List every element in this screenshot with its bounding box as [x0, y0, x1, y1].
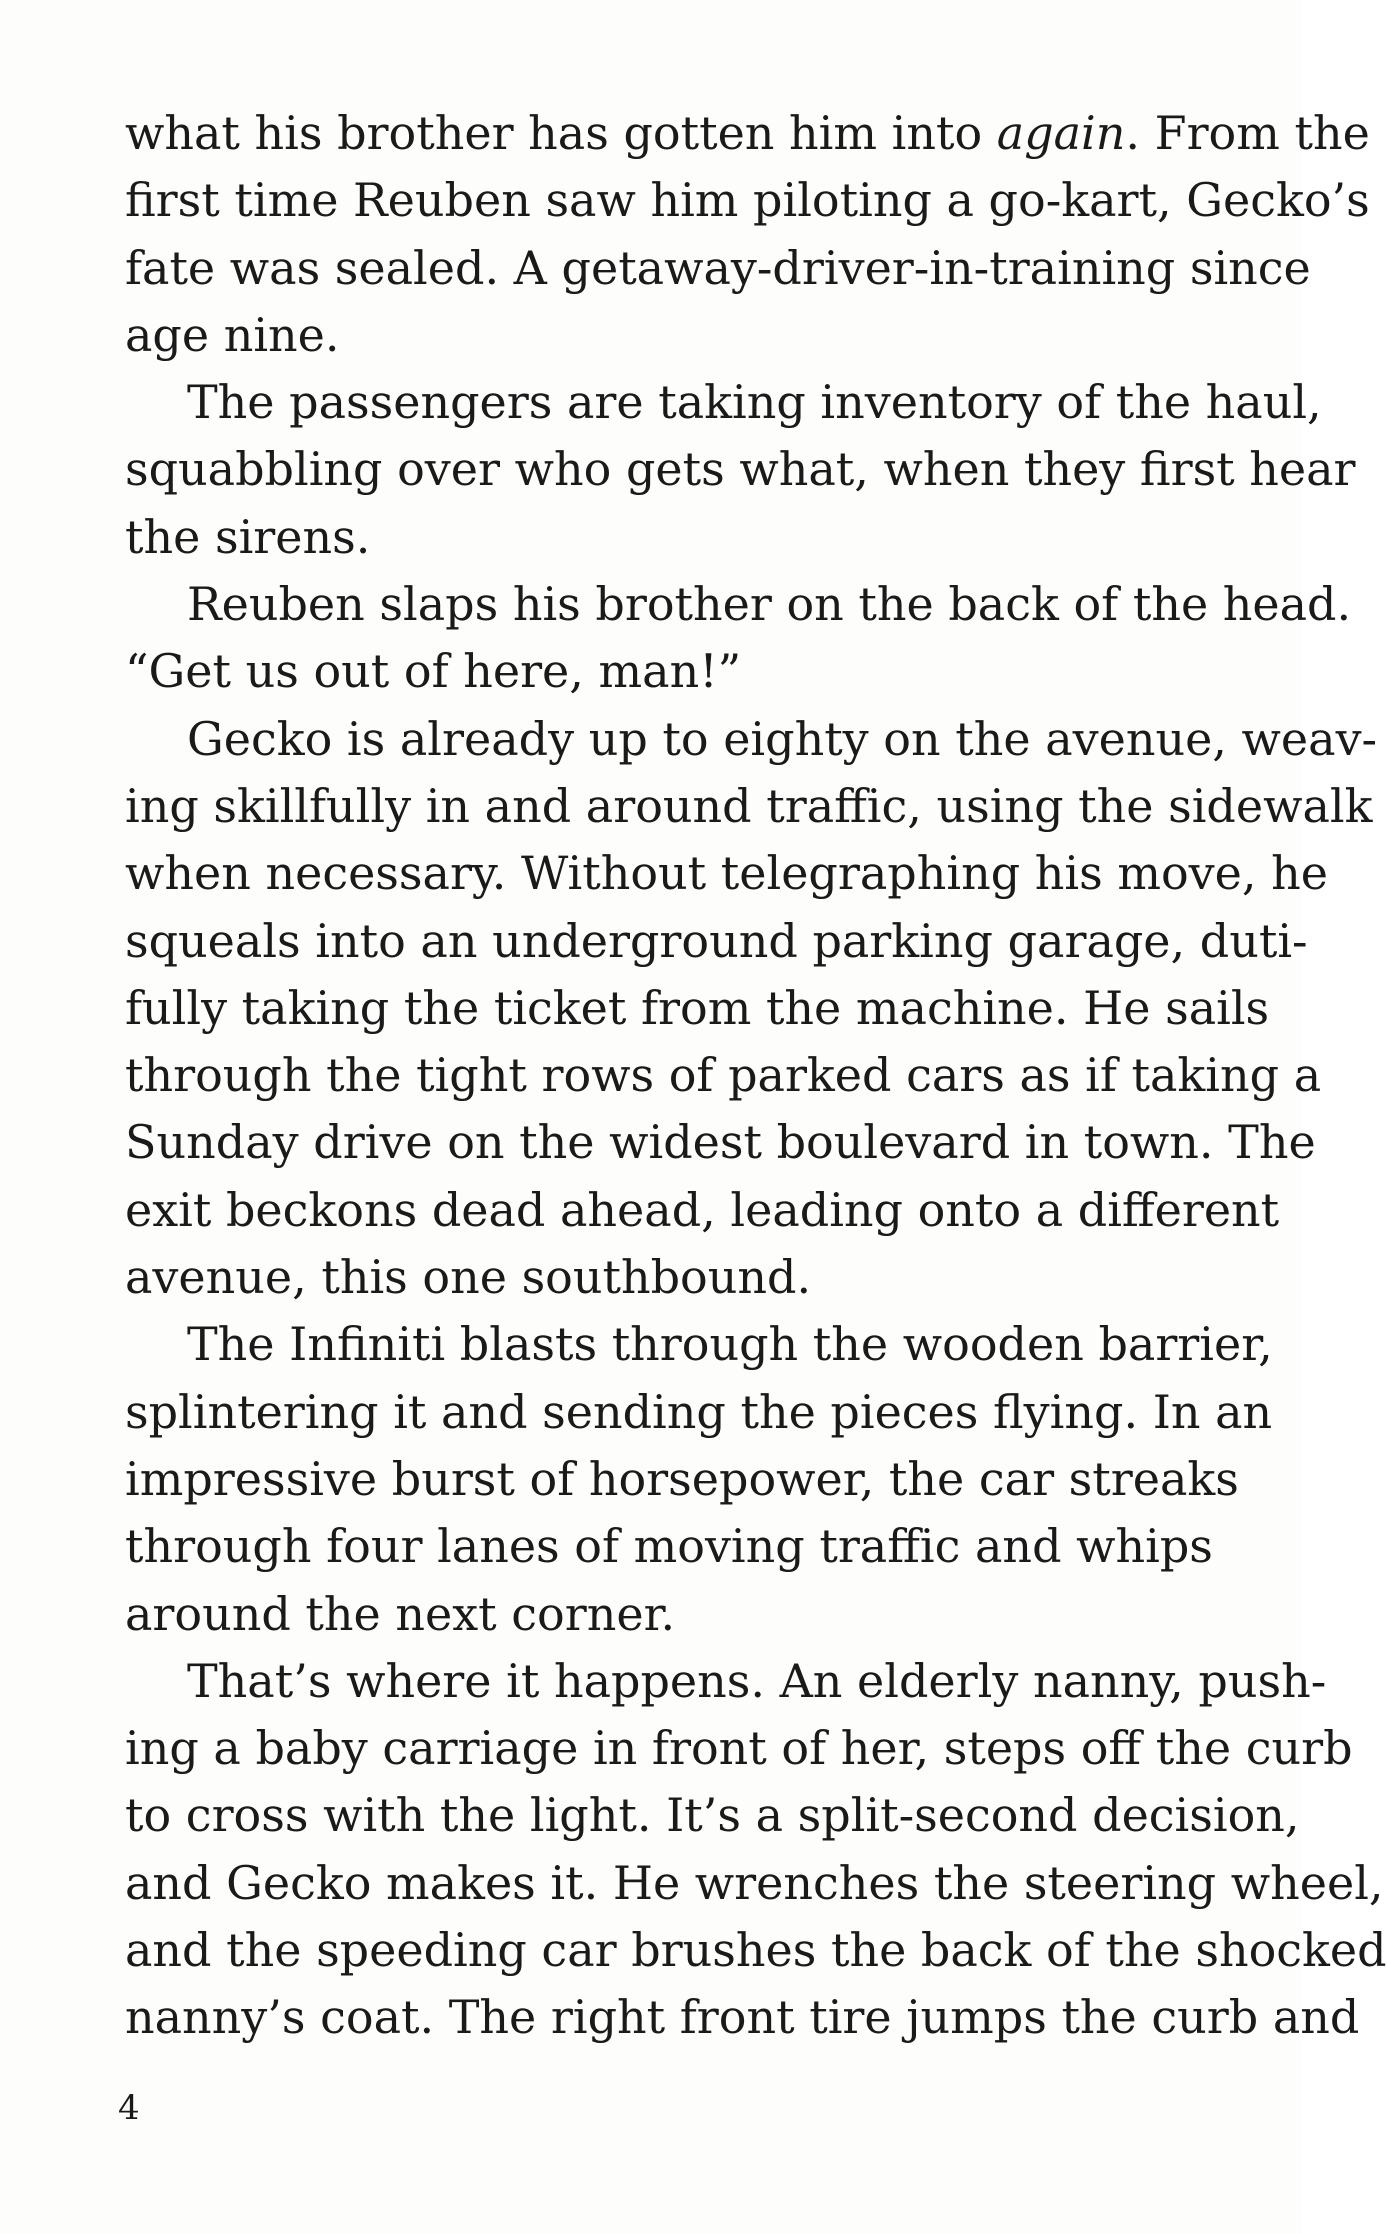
- text-line: Reuben slaps his brother on the back of the head.: [187, 577, 1352, 632]
- paragraph: [125, 369, 1356, 571]
- text-line: squabbling over who gets what, when they first hear: [125, 442, 1356, 497]
- text-line: what his brother has gotten him into again. From the: [125, 106, 1370, 160]
- text-line: impressive burst of horsepower, the car streaks: [125, 1451, 1239, 1506]
- text-line: through four lanes of moving traffic and whips: [125, 1519, 1213, 1574]
- body-text: [125, 100, 1387, 2052]
- text-line: Sunday drive on the widest boulevard in town. The: [125, 1115, 1316, 1170]
- text-line: age nine.: [125, 307, 340, 362]
- text-line: exit beckons dead ahead, leading onto a different: [125, 1182, 1280, 1237]
- text-line: “Get us out of here, man!”: [125, 644, 742, 699]
- text-line: through the tight rows of parked cars as if taking a: [125, 1048, 1322, 1103]
- paragraph: [125, 100, 1370, 369]
- text-line: around the next corner.: [125, 1586, 676, 1641]
- emphasis: again: [996, 106, 1126, 160]
- text-line: That’s where it happens. An elderly nanny, push-: [187, 1653, 1327, 1708]
- text-line: The passengers are taking inventory of the haul,: [187, 375, 1322, 430]
- text-line: avenue, this one southbound.: [125, 1250, 812, 1305]
- text-line: The Infiniti blasts through the wooden barrier,: [187, 1317, 1273, 1372]
- text-line: fate was sealed. A getaway-driver-in-training since: [125, 240, 1311, 295]
- text-line: to cross with the light. It’s a split-second decision,: [125, 1788, 1300, 1843]
- paragraph: [125, 706, 1378, 1312]
- text-line: nanny’s coat. The right front tire jumps the curb and: [125, 1990, 1360, 2045]
- text-line: and Gecko makes it. He wrenches the steering wheel,: [125, 1855, 1384, 1910]
- text-line: squeals into an underground parking garage, duti-: [125, 913, 1308, 968]
- text-line: when necessary. Without telegraphing his move, he: [125, 846, 1328, 901]
- text-line: fully taking the ticket from the machine. He sails: [125, 980, 1270, 1035]
- text-line: and the speeding car brushes the back of the shocked: [125, 1923, 1387, 1978]
- text-line: the sirens.: [125, 509, 371, 564]
- paragraph: [125, 571, 1352, 706]
- text-line: ing skillfully in and around traffic, using the sidewalk: [125, 778, 1373, 833]
- text-line: ing a baby carriage in front of her, steps off the curb: [125, 1721, 1353, 1776]
- paragraph: [125, 1311, 1273, 1647]
- page-number: 4: [118, 2088, 140, 2128]
- text-line: Gecko is already up to eighty on the avenue, weav-: [187, 711, 1378, 766]
- text-line: first time Reuben saw him piloting a go-kart, Gecko’s: [125, 173, 1370, 228]
- paragraph: [125, 1648, 1387, 2052]
- text-line: splintering it and sending the pieces flying. In an: [125, 1384, 1273, 1439]
